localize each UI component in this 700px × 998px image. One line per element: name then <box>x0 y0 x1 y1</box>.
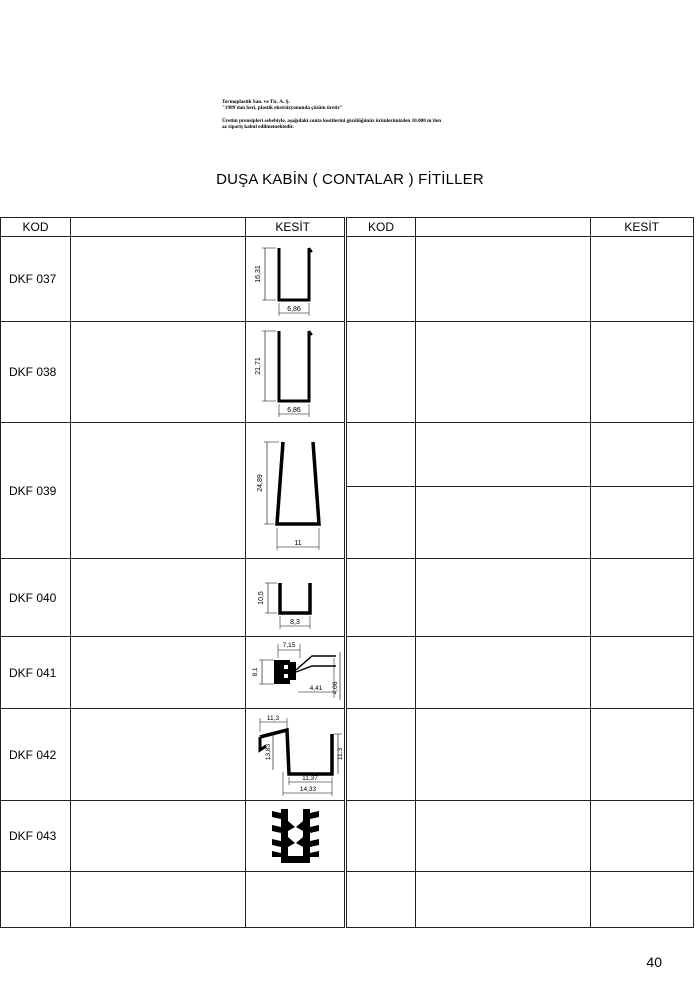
header-kesit-right: KESİT <box>591 218 694 237</box>
product-code: DKF 038 <box>1 322 71 423</box>
table-row <box>1 559 694 637</box>
dimension-lip-width: 4,41 <box>309 684 323 692</box>
company-slogan: "1989'dan beri, plastik ekstrüzyonunda çözüm üretir" <box>222 105 343 112</box>
product-code: DKF 040 <box>1 559 71 637</box>
dimension-width: 6,86 <box>287 407 301 414</box>
dimension-outer-width: 14,33 <box>299 785 317 793</box>
product-code: DKF 042 <box>1 709 71 801</box>
order-notice-line1: Üretim prensipleri sebebiyle, aşağıdaki conta kesitlerini gözölüğünüz ürünlerimizden 10.000 m'den <box>222 117 441 124</box>
product-code: DKF 037 <box>1 237 71 322</box>
u-profile-drawing <box>246 561 344 635</box>
dimension-height: 24,89 <box>257 473 264 492</box>
brush-profile-drawing <box>246 638 344 708</box>
dimension-flap-width: 11,3 <box>266 714 280 722</box>
product-code: DKF 041 <box>1 637 71 709</box>
finned-profile-drawing <box>246 803 344 869</box>
u-profile-drawing <box>246 238 344 320</box>
header-kesit-left: KESİT <box>246 218 346 237</box>
table-row <box>1 423 694 487</box>
profile-section-dkf-037 <box>246 237 346 322</box>
company-name: Termoplastik San. ve Tic. A. Ş. <box>222 99 290 105</box>
product-code: DKF 043 <box>1 801 71 872</box>
dimension-width: 11 <box>294 539 302 547</box>
company-header <box>222 99 441 131</box>
profile-table <box>0 217 694 928</box>
profile-section-dkf-041 <box>246 637 346 709</box>
dimension-channel-height: 11,3 <box>337 747 344 760</box>
table-row-empty <box>1 872 694 928</box>
profile-section-dkf-040 <box>246 559 346 637</box>
profile-section-dkf-038 <box>246 322 346 423</box>
dimension-width: 6,86 <box>287 306 301 313</box>
dimension-height: 13,83 <box>265 743 272 760</box>
table-row <box>1 637 694 709</box>
header-kod-right: KOD <box>346 218 416 237</box>
page-number: 40 <box>646 954 662 970</box>
dimension-top-width: 7,15 <box>282 641 296 649</box>
j-profile-drawing <box>246 710 344 800</box>
header-kod-left: KOD <box>1 218 71 237</box>
dimension-height: 10,5 <box>258 590 265 605</box>
table-header-row <box>1 218 694 237</box>
dimension-height: 8,1 <box>252 666 259 677</box>
order-notice-line2: az sipariş kabul edilmemektedir. <box>222 124 294 131</box>
product-code: DKF 039 <box>1 423 71 559</box>
page-title: DUŞA KABİN ( CONTALAR ) FİTİLLER <box>216 171 484 188</box>
profile-section-dkf-042 <box>246 709 346 801</box>
dimension-width: 8,3 <box>290 618 300 626</box>
table-row <box>1 801 694 872</box>
profile-section-dkf-043 <box>246 801 346 872</box>
table-row <box>1 237 694 322</box>
dimension-height: 16,31 <box>255 265 262 283</box>
dimension-inner-width: 11,37 <box>302 774 318 782</box>
v-profile-drawing <box>246 426 344 556</box>
profile-section-dkf-039 <box>246 423 346 559</box>
dimension-height: 21,71 <box>255 357 262 375</box>
table-row <box>1 709 694 801</box>
dimension-lip-height: 4,06 <box>332 681 339 694</box>
u-profile-drawing <box>246 323 344 421</box>
table-row <box>1 322 694 423</box>
